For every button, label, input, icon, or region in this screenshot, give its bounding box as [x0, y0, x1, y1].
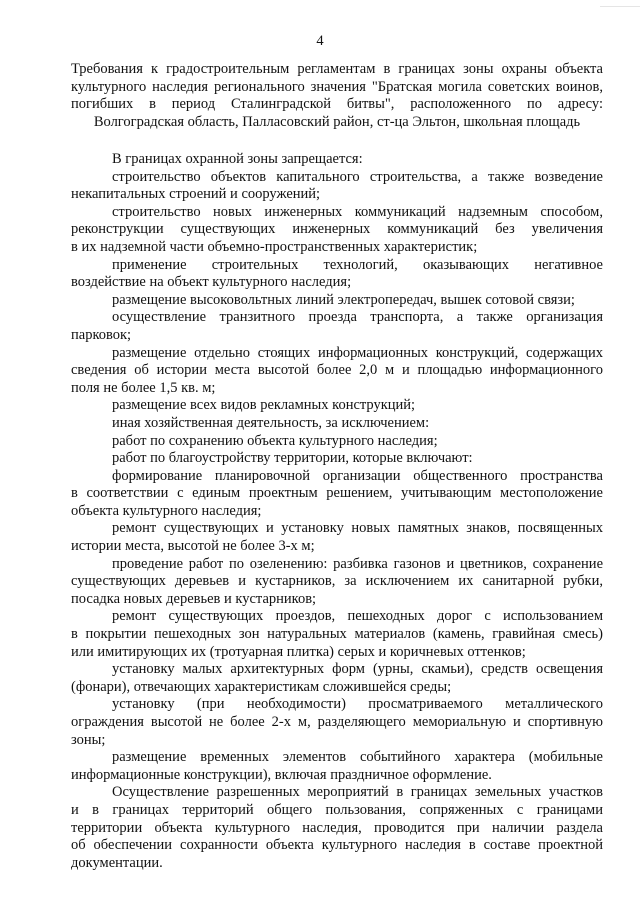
paragraph [71, 468, 603, 521]
paragraph-line: ремонт существующих и установку новых памятных знаков, посвященных [112, 520, 603, 537]
heading-line: погибших в период Сталинградской битвы", расположенного по адресу: [71, 96, 603, 113]
paragraph-line: (фонари), отвечающих характеристикам сложившейся среды; [71, 678, 452, 695]
document-body [71, 151, 603, 872]
paragraph-line: реконструкции существующих инженерных коммуникаций без увеличения [71, 221, 603, 238]
paragraph-line: сведения об истории места высотой более 2,0 м и площадью информационного [71, 362, 603, 379]
paragraph [71, 696, 603, 749]
paragraph [71, 450, 603, 468]
paragraph-line: иная хозяйственная деятельность, за исключением: [112, 414, 430, 431]
paragraph-line: строительство объектов капитального строительства, а также возведение [112, 168, 603, 185]
paragraph [71, 151, 603, 169]
paragraph-line: работ по благоустройству территории, которые включают: [112, 450, 473, 467]
paragraph [71, 749, 603, 784]
paragraph-line: некапитальных строений и сооружений; [71, 186, 321, 203]
paragraph-line: воздействие на объект культурного наследия; [71, 274, 352, 291]
paragraph [71, 520, 603, 555]
paragraph-line: существующих деревьев и кустарников, за исключением их санитарной рубки, [71, 573, 603, 590]
paragraph-line: ремонт существующих проездов, пешеходных дорог с использованием [112, 608, 603, 625]
paragraph [71, 608, 603, 661]
paragraph-line: зоны; [71, 731, 106, 748]
paragraph [71, 204, 603, 257]
paragraph-line: поля не более 1,5 кв. м; [71, 379, 216, 396]
paragraph [71, 345, 603, 398]
paragraph-line: в соответствии с единым проектным решением, учитывающим местоположение [71, 485, 603, 502]
paragraph [71, 556, 603, 609]
paragraph-line: территории объекта культурного наследия, проводится при наличии раздела [71, 819, 603, 836]
paragraph-line: установку малых архитектурных форм (урны, скамьи), средств освещения [112, 661, 603, 678]
paragraph-line: размещение отдельно стоящих информационных конструкций, содержащих [112, 344, 603, 361]
heading-line: культурного наследия регионального значения "Братская могила советских воинов, [71, 78, 603, 95]
paragraph [71, 309, 603, 344]
paragraph-line: формирование планировочной организации общественного пространства [112, 467, 603, 484]
paragraph-line: и в границах территорий общего пользования, сопряженных с границами [71, 801, 603, 818]
document-heading [71, 61, 603, 131]
scan-edge-mark [600, 0, 640, 7]
paragraph-line: в покрытии пешеходных зон натуральных материалов (камень, гравийная смесь) [71, 626, 603, 643]
paragraph-line: размещение всех видов рекламных конструкций; [112, 397, 416, 414]
paragraph [71, 397, 603, 415]
paragraph [71, 784, 603, 872]
paragraph-line: применение строительных технологий, оказывающих негативное [112, 256, 603, 273]
paragraph-line: объекта культурного наследия; [71, 502, 262, 519]
paragraph-line: строительство новых инженерных коммуникаций надземным способом, [112, 203, 603, 220]
paragraph-line: В границах охранной зоны запрещается: [112, 151, 363, 167]
paragraph [71, 433, 603, 451]
heading-line: Волгоградская область, Палласовский район, ст-ца Эльтон, школьная площадь [93, 113, 581, 130]
paragraph-line: документации. [71, 854, 163, 871]
heading-line: Требования к градостроительным регламентам в границах зоны охраны объекта [71, 61, 603, 77]
paragraph-line: в их надземной части объемно-пространственных характеристик; [71, 238, 478, 255]
paragraph-line: об обеспечении сохранности объекта культурного наследия в составе проектной [71, 837, 603, 854]
paragraph-line: работ по сохранению объекта культурного наследия; [112, 432, 438, 449]
paragraph-line: истории места, высотой не более 3-х м; [71, 538, 315, 555]
paragraph-line: осуществление транзитного проезда транспорта, а также организация [112, 309, 603, 326]
paragraph [71, 661, 603, 696]
page-number: 4 [316, 33, 324, 49]
paragraph [71, 257, 603, 292]
paragraph-line: установку (при необходимости) просматриваемого металлического [112, 696, 603, 713]
paragraph-line: или имитирующих их (тротуарная плитка) серых и коричневых оттенков; [71, 643, 526, 660]
paragraph-line: ограждения высотой не более 2-х м, разделяющего мемориальную и спортивную [71, 714, 603, 730]
paragraph [71, 292, 603, 310]
paragraph-line: парковок; [71, 326, 132, 343]
paragraph-line: Осуществление разрешенных мероприятий в границах земельных участков [112, 784, 603, 801]
paragraph-line: посадка новых деревьев и кустарников; [71, 590, 317, 607]
paragraph [71, 415, 603, 433]
paragraph [71, 169, 603, 204]
paragraph-line: информационные конструкции), включая праздничное оформление. [71, 766, 492, 783]
paragraph-line: проведение работ по озеленению: разбивка газонов и цветников, сохранение [112, 555, 603, 572]
paragraph-line: размещение высоковольтных линий электропередач, вышек сотовой связи; [112, 291, 575, 308]
paragraph-line: размещение временных элементов событийного характера (мобильные [112, 749, 603, 766]
